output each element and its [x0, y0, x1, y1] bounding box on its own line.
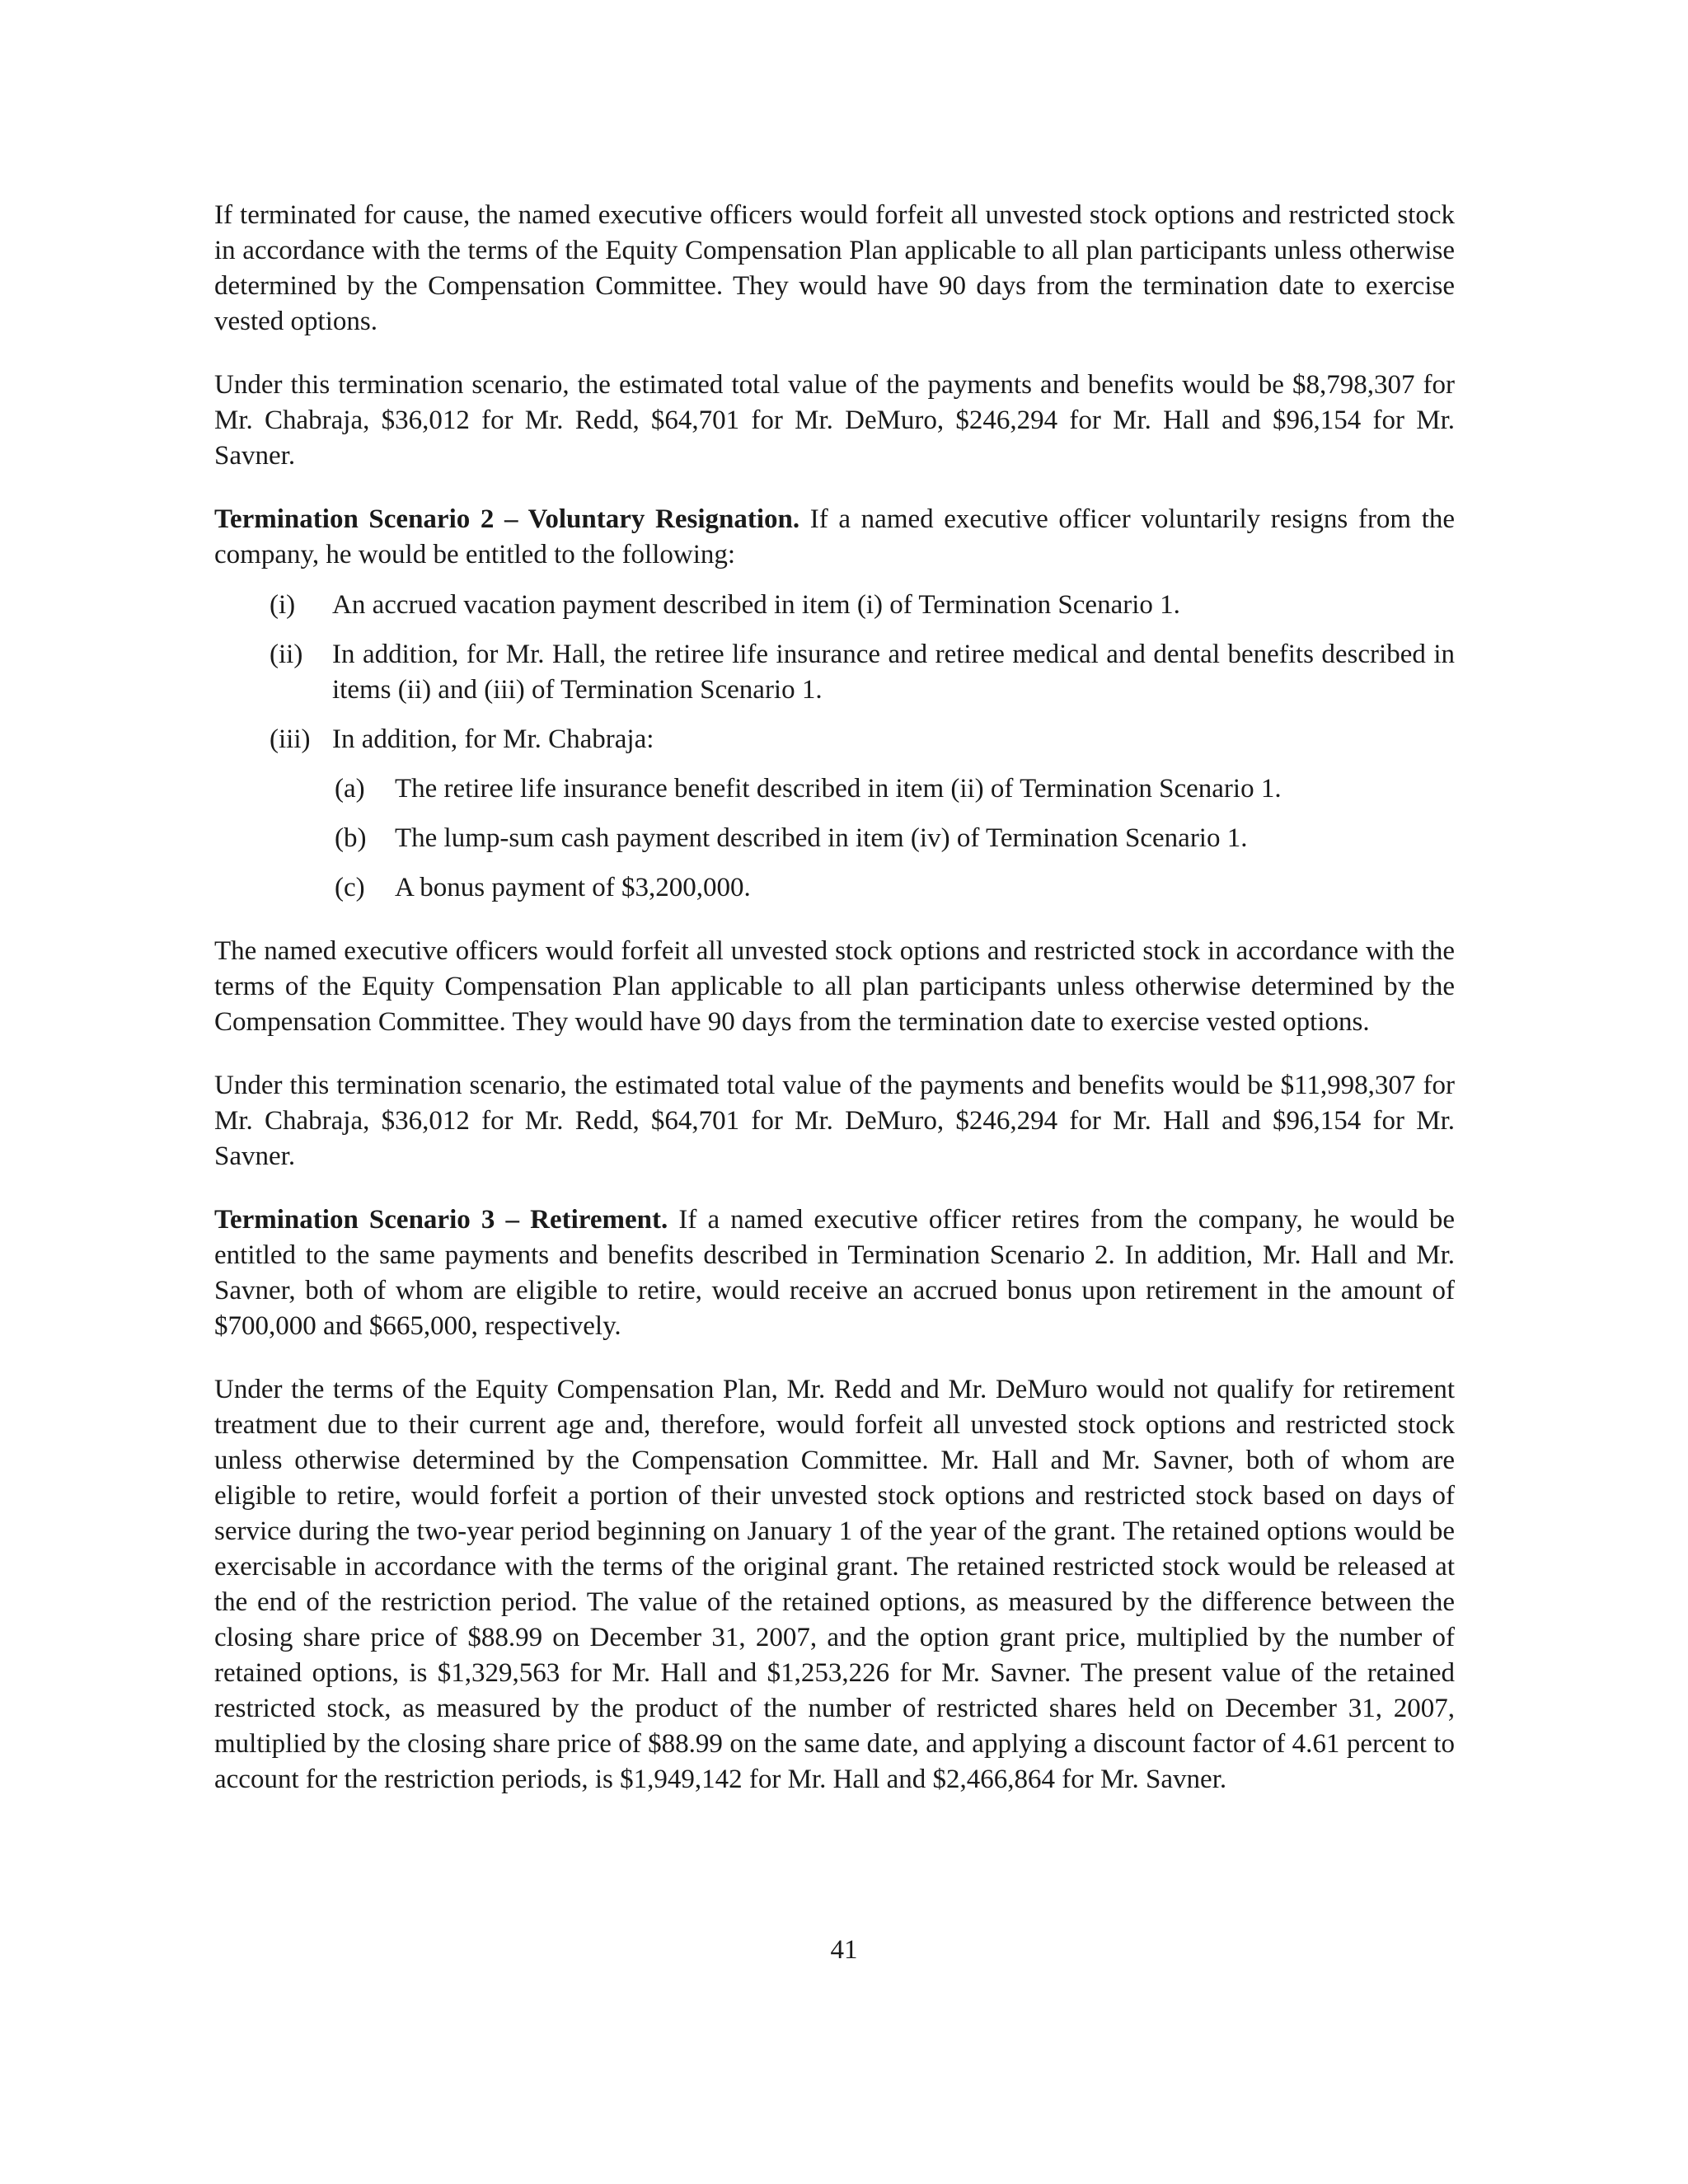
paragraph-scenario1-total: Under this termination scenario, the estimated total value of the payments and benefits would be $8,798,307 for Mr. Chabraja, $36,012 for Mr. Redd, $64,701 for Mr. DeMuro, $246,294 for Mr. Hall and $96,154 for Mr. Savner. [214, 370, 1455, 471]
sub-list-item-letter: (a) [335, 774, 365, 804]
paragraph-scenario2-intro [214, 502, 1455, 573]
sub-list-item-text: The retiree life insurance benefit described in item (ii) of Termination Scenario 1. [395, 774, 1282, 804]
paragraph-scenario3-intro [214, 1202, 1455, 1344]
scenario2-intro-text: If a named executive officer voluntarily resigns from the company, he would be entitled to the following: [214, 504, 1456, 569]
paragraph-equity-plan-retirement: Under the terms of the Equity Compensation Plan, Mr. Redd and Mr. DeMuro would not qualify for retirement treatment due to their current age and, therefore, would forfeit all unvested stock options and restricted stock unless otherwise determined by the Compensation Committee. Mr. Hall and Mr. Savner, both of whom are eligible to retire, would forfeit a portion of their unvested stock options and restricted stock based on days of service during the two-year period beginning on January 1 of the year of the grant. The retained options would be exercisable in accordance with the terms of the original grant. The retained restricted stock would be released at the end of the restriction period. The value of the retained options, as measured by the difference between the closing share price of $88.99 on December 31, 2007, and the option grant price, multiplied by the number of retained options, is $1,329,563 for Mr. Hall and $1,253,226 for Mr. Savner. The present value of the retained restricted stock, as measured by the product of the number of restricted shares held on December 31, 2007, multiplied by the closing share price of $88.99 on the same date, and applying a discount factor of 4.61 percent to account for the restriction periods, is $1,949,142 for Mr. Hall and $2,466,864 for Mr. Savner. [214, 1375, 1455, 1794]
list-item [214, 637, 1455, 708]
sub-list-item-letter: (b) [335, 823, 367, 853]
sub-list-item [214, 870, 1455, 906]
list-item-number: (i) [270, 590, 296, 620]
list-item-text: In addition, for Mr. Hall, the retiree life insurance and retiree medical and dental benefits described in items (ii) and (iii) of Termination Scenario 1. [332, 640, 1455, 705]
paragraph-for-cause: If terminated for cause, the named executive officers would forfeit all unvested stock options and restricted stock in accordance with the terms of the Equity Compensation Plan applicable to all plan participants unless otherwise determined by the Compensation Committee. They would have 90 days from the termination date to exercise vested options. [214, 200, 1455, 336]
sub-list-item-letter: (c) [335, 873, 365, 902]
document-page [214, 198, 1455, 1825]
benefits-list [214, 588, 1455, 906]
paragraph-scenario2-total: Under this termination scenario, the estimated total value of the payments and benefits would be $11,998,307 for Mr. Chabraja, $36,012 for Mr. Redd, $64,701 for Mr. DeMuro, $246,294 for Mr. Hall and $96,154 for Mr. Savner. [214, 1071, 1455, 1171]
list-item-text: An accrued vacation payment described in item (i) of Termination Scenario 1. [332, 590, 1180, 620]
paragraph-scenario2-forfeit: The named executive officers would forfeit all unvested stock options and restricted stock in accordance with the terms of the Equity Compensation Plan applicable to all plan participants unless otherwise determined by the Compensation Committee. They would have 90 days from the termination date to exercise vested options. [214, 936, 1455, 1037]
list-item-number: (iii) [270, 724, 311, 754]
sub-list-item-text: The lump-sum cash payment described in item (iv) of Termination Scenario 1. [395, 823, 1248, 853]
section-heading-voluntary-resignation: Termination Scenario 2 – Voluntary Resignation. [214, 504, 800, 534]
list-item [214, 722, 1455, 757]
sub-list-item-text: A bonus payment of $3,200,000. [395, 873, 751, 902]
list-item [214, 588, 1455, 623]
list-item-text: In addition, for Mr. Chabraja: [332, 724, 654, 754]
section-heading-retirement: Termination Scenario 3 – Retirement. [214, 1205, 668, 1235]
scenario3-intro-text: If a named executive officer retires from the company, he would be entitled to the same payments and benefits described in Termination Scenario 2. In addition, Mr. Hall and Mr. Savner, both of whom are eligible to retire, would receive an accrued bonus upon retirement in the amount of $700,000 and $665,000, respectively. [214, 1205, 1455, 1341]
sub-list-item [214, 771, 1455, 807]
sub-list-item [214, 821, 1455, 856]
page-number: 41 [830, 1935, 858, 1965]
list-item-number: (ii) [270, 640, 303, 669]
